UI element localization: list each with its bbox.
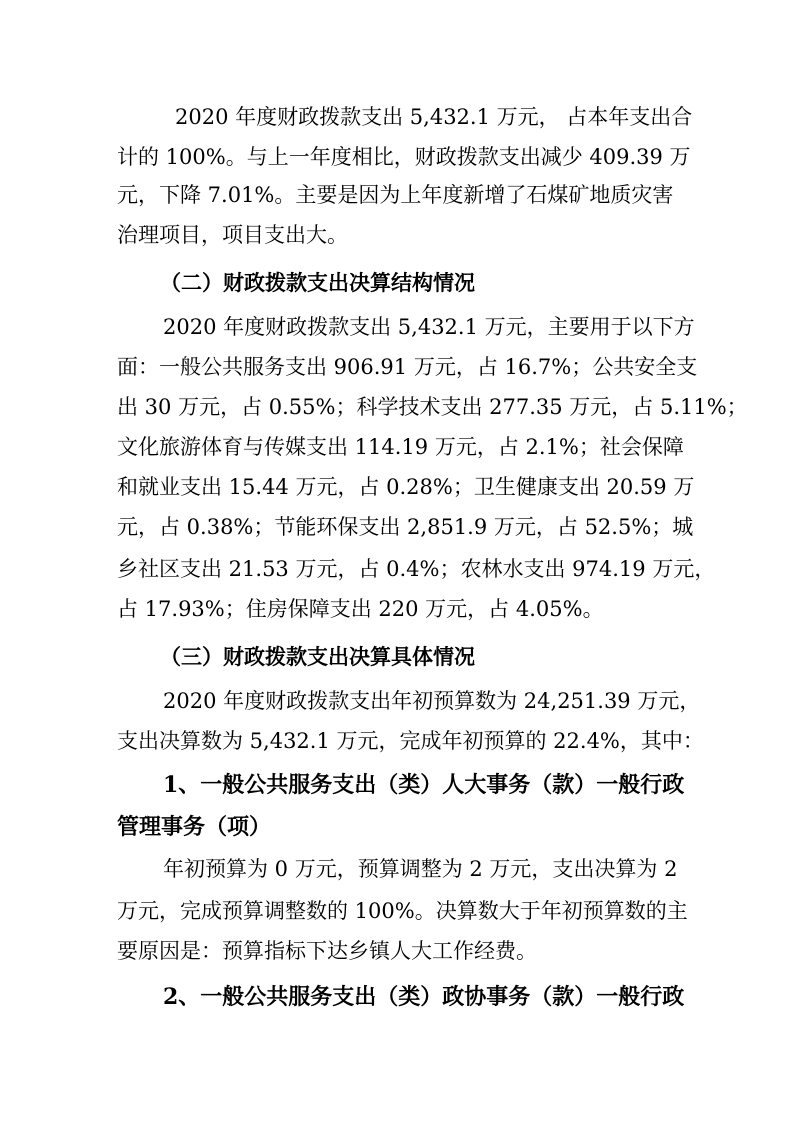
item-1-body-line-2: 万元，完成预算调整数的 100%。决算数大于年初预算数的主: [117, 899, 688, 923]
section-heading-3: （三）财政拨款支出决算具体情况: [160, 644, 475, 669]
item-1-body-line-1: 年初预算为 0 万元，预算调整为 2 万元，支出决算为 2: [163, 857, 678, 881]
paragraph-2-line-3: 出 30 万元，占 0.55%；科学技术支出 277.35 万元，占 5.11%；: [117, 395, 748, 419]
paragraph-1-line-4: 治理项目，项目支出大。: [117, 223, 348, 247]
paragraph-1-line-3: 元，下降 7.01%。主要是因为上年度新增了石煤矿地质灾害: [117, 183, 674, 207]
item-1-body-line-3: 要原因是：预算指标下达乡镇人大工作经费。: [117, 939, 537, 963]
paragraph-1-line-2: 计的 100%。与上一年度相比，财政拨款支出减少 409.39 万: [117, 145, 691, 169]
paragraph-2-line-1: 2020 年度财政拨款支出 5,432.1 万元，主要用于以下方: [163, 315, 695, 339]
paragraph-2-line-6: 元，占 0.38%；节能环保支出 2,851.9 万元，占 52.5%；城: [117, 515, 694, 539]
item-2-heading-line-1: 2、一般公共服务支出（类）政协事务（款）一般行政: [163, 984, 685, 1010]
section-heading-2: （二）财政拨款支出决算结构情况: [160, 270, 475, 295]
paragraph-2-line-5: 和就业支出 15.44 万元，占 0.28%；卫生健康支出 20.59 万: [117, 475, 695, 499]
paragraph-2-line-8: 占 17.93%；住房保障支出 220 万元，占 4.05%。: [117, 597, 604, 621]
item-1-heading-line-1: 1、一般公共服务支出（类）人大事务（款）一般行政: [163, 772, 685, 798]
paragraph-3-line-2: 支出决算数为 5,432.1 万元，完成年初预算的 22.4%，其中：: [117, 729, 704, 753]
paragraph-2-line-2: 面：一般公共服务支出 906.91 万元，占 16.7%；公共安全支: [117, 355, 698, 379]
paragraph-1-line-1: 2020 年度财政拨款支出 5,432.1 万元， 占本年支出合: [175, 105, 693, 129]
paragraph-2-line-4: 文化旅游体育与传媒支出 114.19 万元，占 2.1%；社会保障: [117, 435, 684, 459]
paragraph-2-line-7: 乡社区支出 21.53 万元，占 0.4%；农林水支出 974.19 万元，: [117, 557, 716, 581]
paragraph-3-line-1: 2020 年度财政拨款支出年初预算数为 24,251.39 万元，: [163, 689, 701, 713]
item-1-heading-line-2: 管理事务（项）: [117, 814, 272, 840]
